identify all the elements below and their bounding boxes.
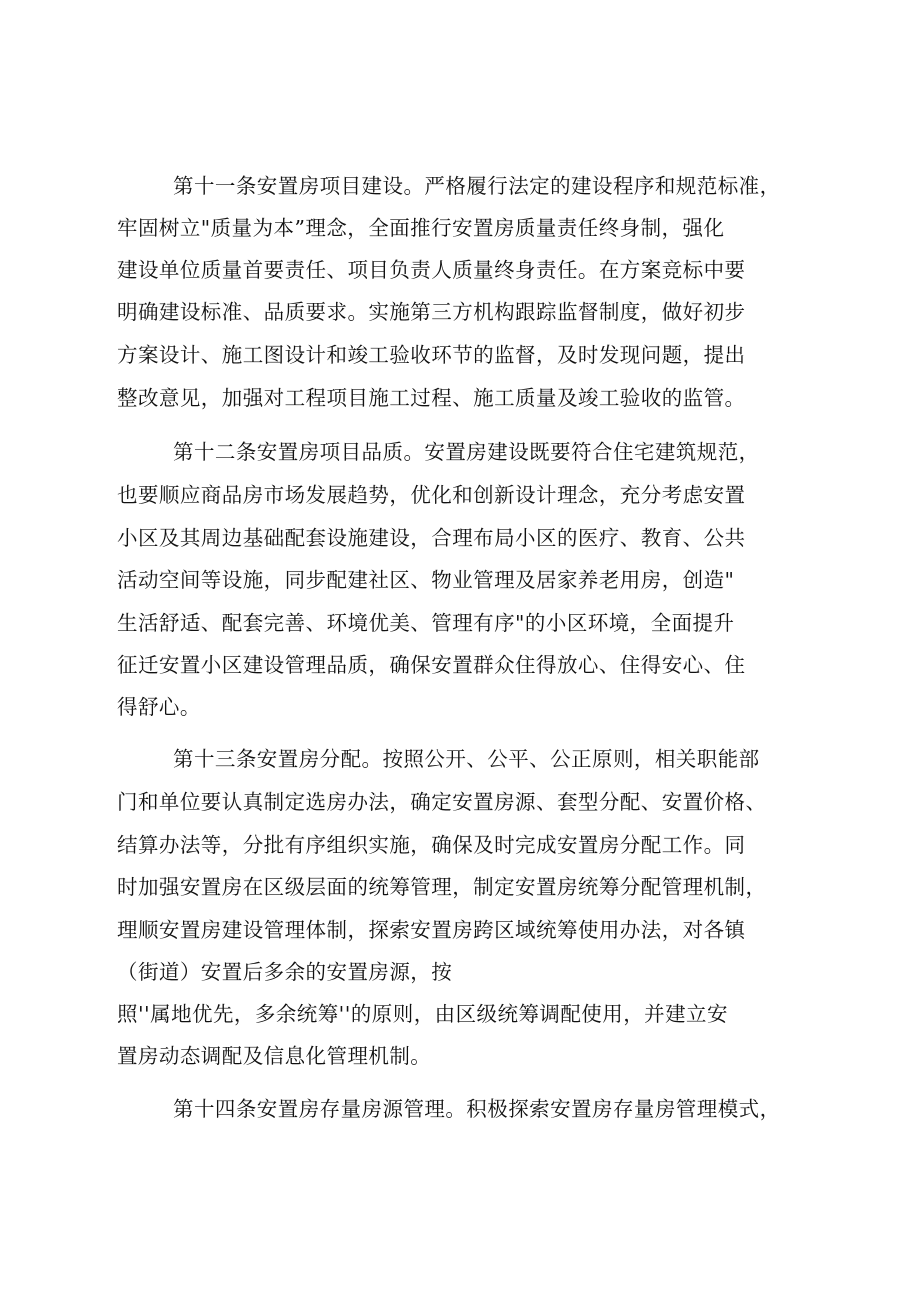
- text-line: 建设单位质量首要责任、项目负责人质量终身责任。在方案竞标中要: [117, 258, 746, 282]
- text-line: 门和单位要认真制定选房办法，确定安置房源、套型分配、安置价格、: [117, 790, 767, 814]
- text-line: 明确建设标准、品质要求。实施第三方机构跟踪监督制度，做好初步: [117, 300, 746, 324]
- text-line: 第十四条安置房存量房源管理。积极探索安置房存量房管理模式，: [173, 1097, 781, 1121]
- text-line: 时加强安置房在区级层面的统筹管理，制定安置房统筹分配管理机制，: [117, 875, 767, 899]
- text-line: （街道）安置后多余的安置房源，按: [117, 960, 453, 984]
- text-line: 征迁安置小区建设管理品质，确保安置群众住得放心、住得安心、住: [117, 653, 746, 677]
- text-line: 方案设计、施工图设计和竣工验收环节的监督，及时发现问题，提出: [117, 343, 746, 367]
- text-line: 牢固树立"质量为本”理念，全面推行安置房质量责任终身制，强化: [117, 216, 725, 240]
- text-line: 第十一条安置房项目建设。严格履行法定的建设程序和规范标准，: [173, 174, 781, 198]
- text-line: 置房动态调配及信息化管理机制。: [117, 1044, 432, 1068]
- text-line: 理顺安置房建设管理体制，探索安置房跨区域统筹使用办法，对各镇: [117, 918, 746, 942]
- text-line: 活动空间等设施，同步配建社区、物业管理及居家养老用房，创造": [117, 568, 735, 592]
- text-line: 第十二条安置房项目品质。安置房建设既要符合住宅建筑规范，: [173, 440, 760, 464]
- text-line: 整改意见，加强对工程项目施工过程、施工质量及竣工验收的监管。: [117, 386, 746, 410]
- text-line: 生活舒适、配套完善、环境优美、管理有序"的小区环境，全面提升: [117, 611, 735, 635]
- text-line: 小区及其周边基础配套设施建设，合理布局小区的医疗、教育、公共: [117, 526, 746, 550]
- text-line: 得舒心。: [117, 695, 201, 719]
- text-line: 照''属地优先，多余统筹''的原则，由区级统筹调配使用，并建立安: [117, 1002, 728, 1026]
- text-line: 第十三条安置房分配。按照公开、公平、公正原则，相关职能部: [173, 747, 760, 771]
- text-line: 也要顺应商品房市场发展趋势，优化和创新设计理念，充分考虑安置: [117, 483, 746, 507]
- text-line: 结算办法等，分批有序组织实施，确保及时完成安置房分配工作。同: [117, 833, 746, 857]
